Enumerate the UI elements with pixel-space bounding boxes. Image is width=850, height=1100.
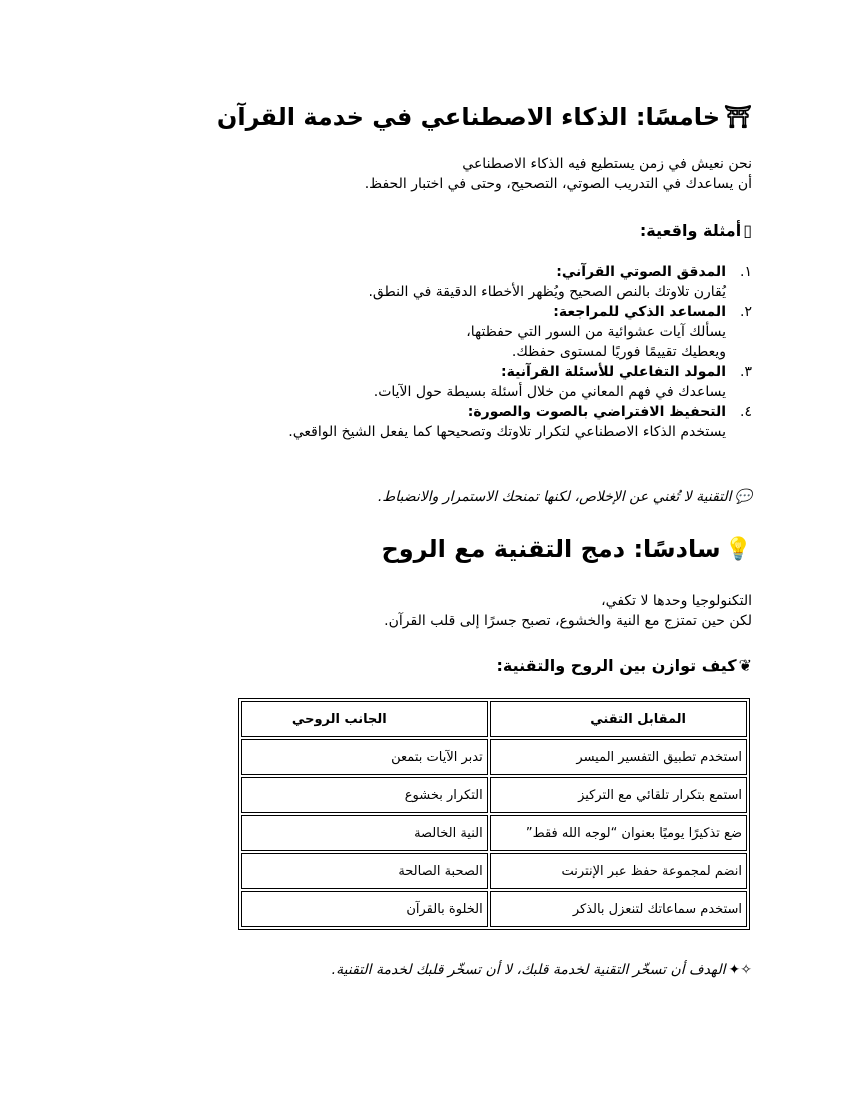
table-header-row [241, 701, 747, 737]
balance-table [238, 698, 750, 930]
cell-spiritual: التكرار بخشوع [241, 777, 488, 813]
cell-spiritual: النية الخالصة [241, 815, 488, 851]
cell-technical: استخدم تطبيق التفسير الميسر [490, 739, 747, 775]
balance-heading [497, 656, 752, 675]
cell-spiritual: الخلوة بالقرآن [241, 891, 488, 927]
table-row [241, 815, 747, 851]
section-6-title: سادسًا: دمج التقنية مع الروح [381, 535, 721, 563]
speech-bubble-icon: 💬 [734, 489, 752, 505]
intro-line-1: التكنولوجيا وحدها لا تكفي، [601, 593, 752, 609]
list-item: ٢. المساعد الذكي للمراجعة: يسألك آيات عشوائية من السور التي حفظتها، ويعطيك تقييمًا فوريًا لمستوى حفظك. [112, 302, 752, 362]
cell-spiritual: تدبر الآيات بتمعن [241, 739, 488, 775]
section-6-heading [381, 535, 752, 563]
cell-technical: انضم لمجموعة حفظ عبر الإنترنت [490, 853, 747, 889]
section-5-title: خامسًا: الذكاء الاصطناعي في خدمة القرآن [216, 103, 721, 131]
item-title: التحفيظ الافتراضي بالصوت والصورة: [467, 404, 726, 420]
table-row [241, 853, 747, 889]
section-5-note [378, 489, 752, 505]
scroll-icon: ⛩ [724, 104, 752, 130]
cell-technical: استمع بتكرار تلقائي مع التركيز [490, 777, 747, 813]
header-spiritual: الجانب الروحي [241, 701, 488, 737]
section-6-goal [332, 962, 752, 978]
header-technical: المقابل التقني [490, 701, 747, 737]
intro-line-1: نحن نعيش في زمن يستطيع فيه الذكاء الاصطناعي [462, 156, 752, 172]
section-6-intro [384, 591, 752, 631]
sparkles-icon: ✧✦ [728, 962, 752, 978]
balance-title: كيف توازن بين الروح والتقنية: [496, 656, 737, 675]
item-description: يساعدك في فهم المعاني من خلال أسئلة بسيطة حول الآيات. [373, 384, 726, 400]
cell-technical: ضع تذكيرًا يوميًا بعنوان “لوجه الله فقط” [490, 815, 747, 851]
item-title: المساعد الذكي للمراجعة: [553, 304, 726, 320]
list-item: ١. المدقق الصوتي القرآني: يُقارن تلاوتك بالنص الصحيح ويُظهر الأخطاء الدقيقة في النطق. [112, 262, 752, 302]
list-item: ٣. المولد التفاعلي للأسئلة القرآنية: يساعدك في فهم المعاني من خلال أسئلة بسيطة حول الآيات. [112, 362, 752, 402]
table-row [241, 739, 747, 775]
intro-line-2: لكن حين تمتزج مع النية والخشوع، تصبح جسرًا إلى قلب القرآن. [384, 613, 752, 629]
examples-title: أمثلة واقعية: [639, 221, 742, 240]
note-text: التقنية لا تُغني عن الإخلاص، لكنها تمنحك الاستمرار والانضباط. [377, 489, 732, 505]
intro-line-2: أن يساعدك في التدريب الصوتي، التصحيح، وحتى في اختبار الحفظ. [364, 176, 752, 192]
flower-icon: ❦ [738, 656, 752, 675]
item-description: يستخدم الذكاء الاصطناعي لتكرار تلاوتك وتصحيحها كما يفعل الشيخ الواقعي. [288, 424, 726, 440]
examples-list [112, 262, 752, 442]
box-icon: ▯ [743, 221, 752, 240]
item-description: يسألك آيات عشوائية من السور التي حفظتها، [466, 324, 726, 340]
section-5-intro [365, 154, 752, 194]
item-title: المولد التفاعلي للأسئلة القرآنية: [500, 364, 726, 380]
lightbulb-icon: 💡 [724, 536, 752, 562]
item-title: المدقق الصوتي القرآني: [556, 264, 726, 280]
goal-text: الهدف أن تسخّر التقنية لخدمة قلبك، لا أن تسخّر قلبك لخدمة التقنية. [331, 962, 726, 978]
table-row [241, 891, 747, 927]
table-row [241, 777, 747, 813]
cell-spiritual: الصحبة الصالحة [241, 853, 488, 889]
list-item: ٤. التحفيظ الافتراضي بالصوت والصورة: يستخدم الذكاء الاصطناعي لتكرار تلاوتك وتصحيحها كما يفعل الشيخ الواقعي. [112, 402, 752, 442]
item-description: يُقارن تلاوتك بالنص الصحيح ويُظهر الأخطاء الدقيقة في النطق. [368, 284, 726, 300]
item-description: ويعطيك تقييمًا فوريًا لمستوى حفظك. [511, 344, 726, 360]
section-5-heading [217, 103, 752, 131]
examples-heading [640, 221, 752, 240]
cell-technical: استخدم سماعاتك لتنعزل بالذكر [490, 891, 747, 927]
